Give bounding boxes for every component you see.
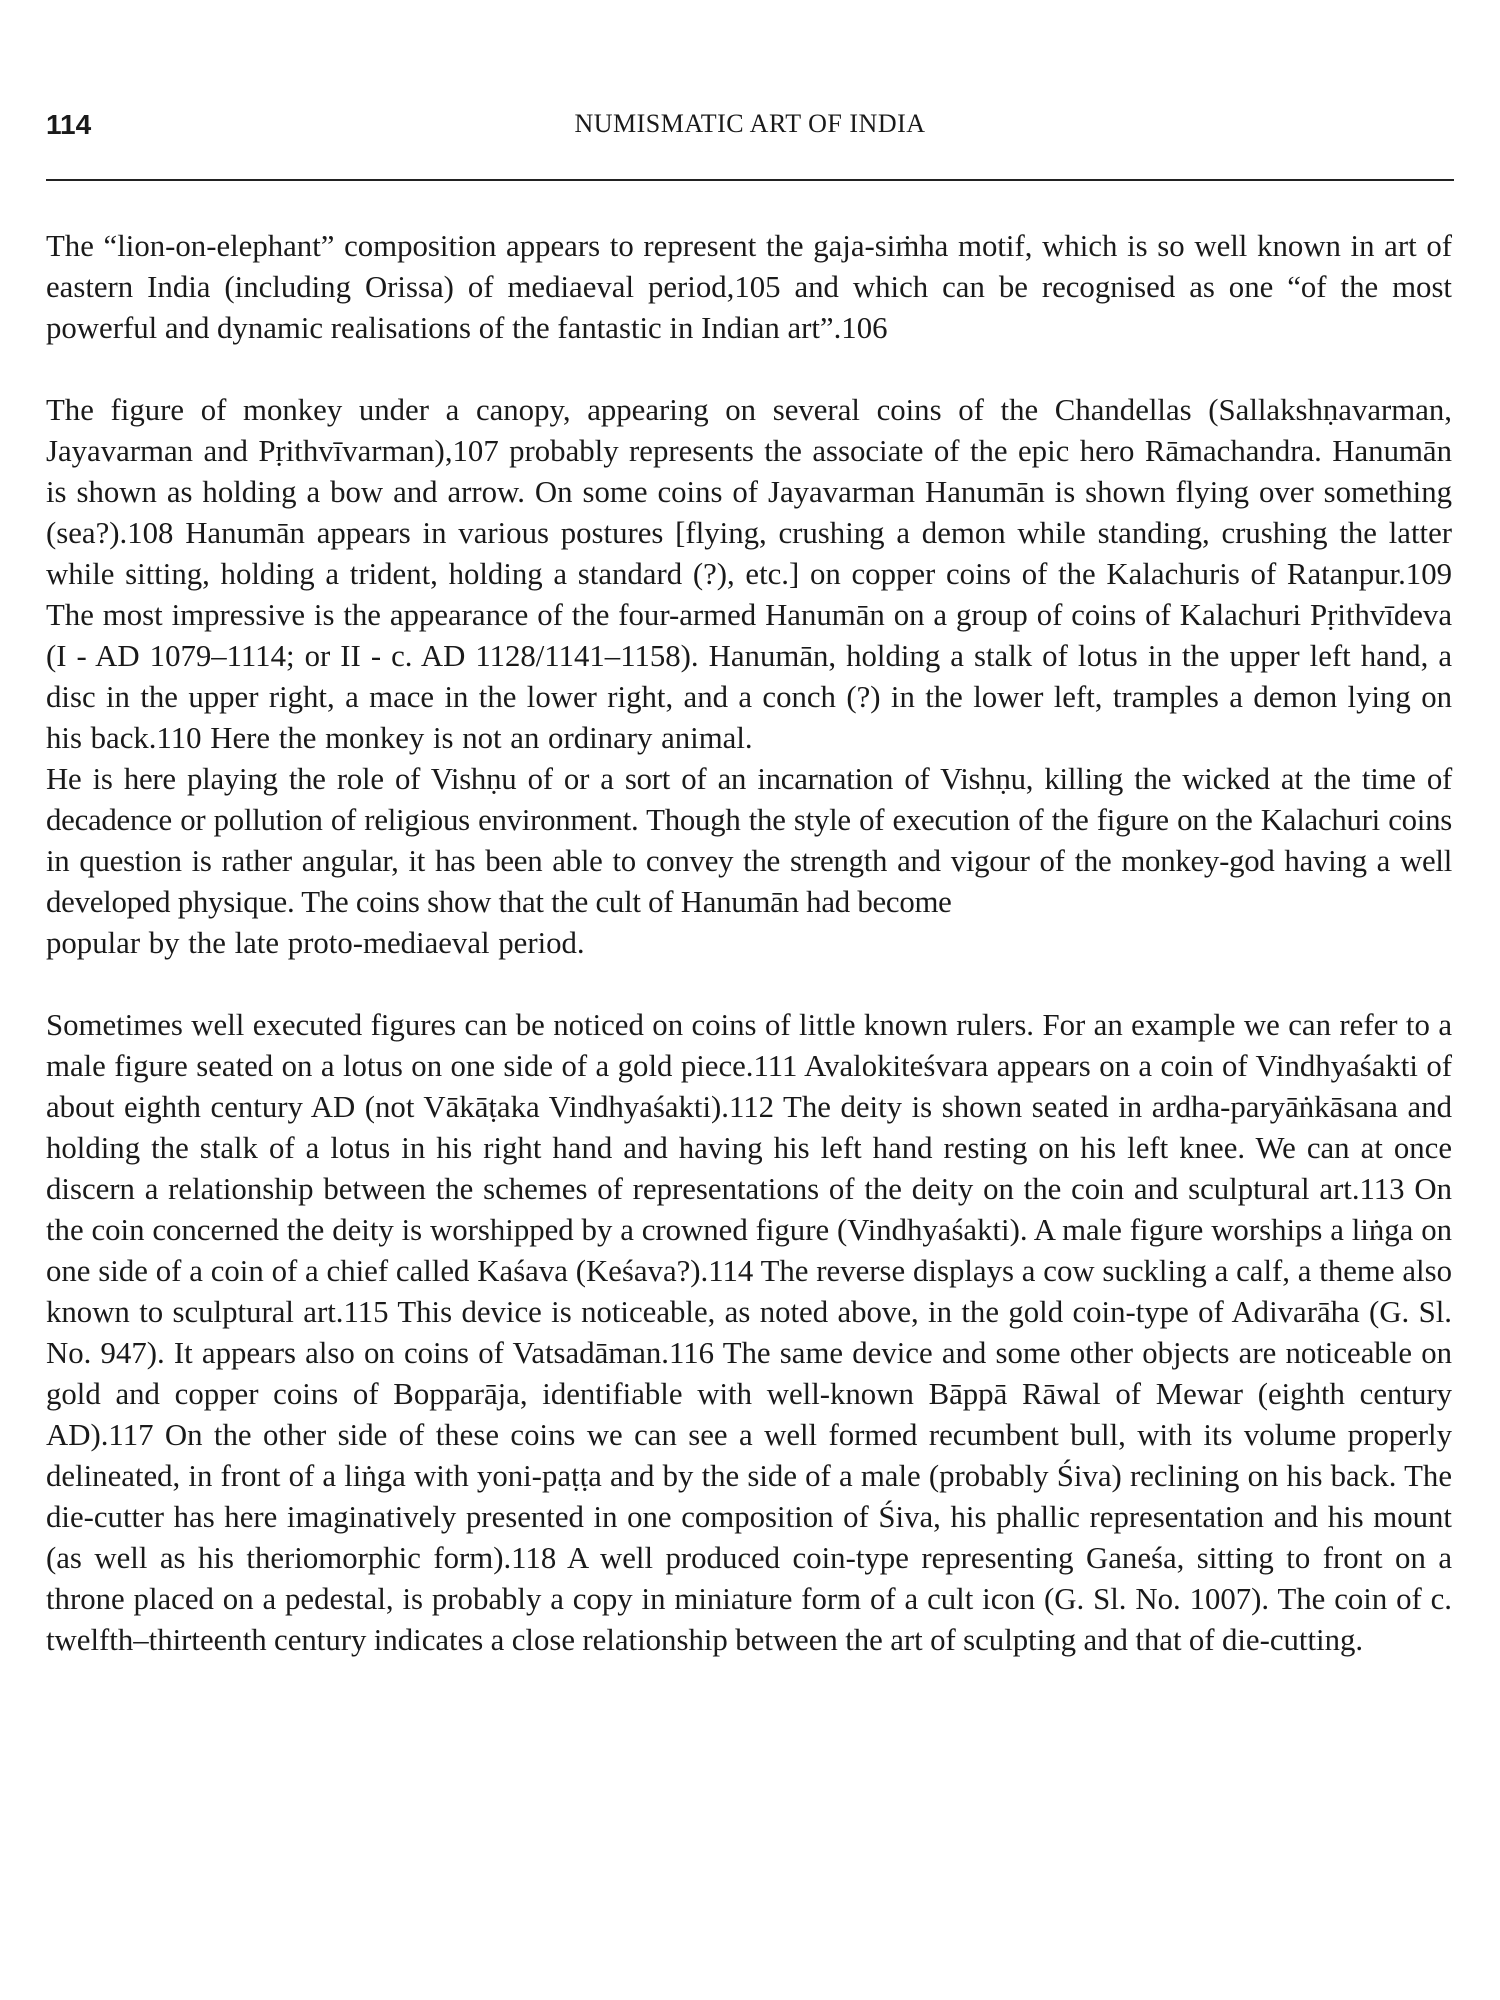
page-number: 114: [46, 109, 92, 140]
header-rule: [46, 179, 1454, 181]
page-header: [46, 105, 1454, 145]
running-title: NUMISMATIC ART OF INDIA: [574, 109, 926, 138]
body-text: [46, 226, 1452, 1661]
paragraph-lion-on-elephant: The “lion-on-elephant” composition appears to represent the gaja-siṁha motif, which is so well known in art of eastern India (including Orissa) of mediaeval period,105 and which can be recognised as one “of the most powerful and dynamic realisations of the fantastic in Indian art”.106: [46, 229, 1452, 345]
paragraph-hanuman-continued: He is here playing the role of Vishṇu of or a sort of an incarnation of Vishṇu, killing the wicked at the time of decadence or pollution of religious environment. Though the style of execution of the figure on the Kalachuri coins in question is rather angular, it has been able to convey the strength and vigour of the monkey-god having a well developed physique. The coins show that the cult of Hanumān had become: [46, 762, 1452, 919]
paragraph-little-known-rulers: Sometimes well executed figures can be noticed on coins of little known rulers. For an example we can refer to a male figure seated on a lotus on one side of a gold piece.111 Avalokiteśvara appears on a coin of Vindhyaśakti of about eighth century AD (not Vākāṭaka Vindhyaśakti).112 The deity is shown seated in ardha-paryāṅkāsana and holding the stalk of a lotus in his right hand and having his left hand resting on his left knee. We can at once discern a relationship between the schemes of representations of the deity on the coin and sculptural art.113 On the coin concerned the deity is worshipped by a crowned figure (Vindhyaśakti). A male figure worships a liṅga on one side of a coin of a chief called Kaśava (Keśava?).114 The reverse displays a cow suckling a calf, a theme also known to sculptural art.115 This device is noticeable, as noted above, in the gold coin-type of Adivarāha (G. Sl. No. 947). It appears also on coins of Vatsadāman.116 The same device and some other objects are noticeable on gold and copper coins of Bopparāja, identifiable with well-known Bāppā Rāwal of Mewar (eighth century AD).117 On the other side of these coins we can see a well formed recumbent bull, with its volume properly delineated, in front of a liṅga with yoni-paṭṭa and by the side of a male (probably Śiva) reclining on his back. The die-cutter has here imaginatively presented in one composition of Śiva, his phallic representation and his mount (as well as his theriomorphic form).118 A well produced coin-type representing Ganeśa, sitting to front on a throne placed on a pedestal, is probably a copy in miniature form of a cult icon (G. Sl. No. 1007). The coin of c. twelfth–thirteenth century indicates a close relationship between the art of sculpting and that of die-cutting.: [46, 1008, 1452, 1657]
paragraph-hanuman-end: popular by the late proto-mediaeval period.: [46, 926, 585, 960]
paragraph-hanuman: The figure of monkey under a canopy, appearing on several coins of the Chandellas (Sallakshṇavarman, Jayavarman and Pṛithvīvarman),107 probably represents the associate of the epic hero Rāmachandra. Hanumān is shown as holding a bow and arrow. On some coins of Jayavarman Hanumān is shown flying over something (sea?).108 Hanumān appears in various postures [flying, crushing a demon while standing, crushing the latter while sitting, holding a trident, holding a standard (?), etc.] on copper coins of the Kalachuris of Ratanpur.109 The most impressive is the appearance of the four-armed Hanumān on a group of coins of Kalachuri Pṛithvīdeva (I - AD 1079–1114; or II - c. AD 1128/1141–1158). Hanumān, holding a stalk of lotus in the upper left hand, a disc in the upper right, a mace in the lower right, and a conch (?) in the lower left, tramples a demon lying on his back.110 Here the monkey is not an ordinary animal.: [46, 393, 1452, 755]
